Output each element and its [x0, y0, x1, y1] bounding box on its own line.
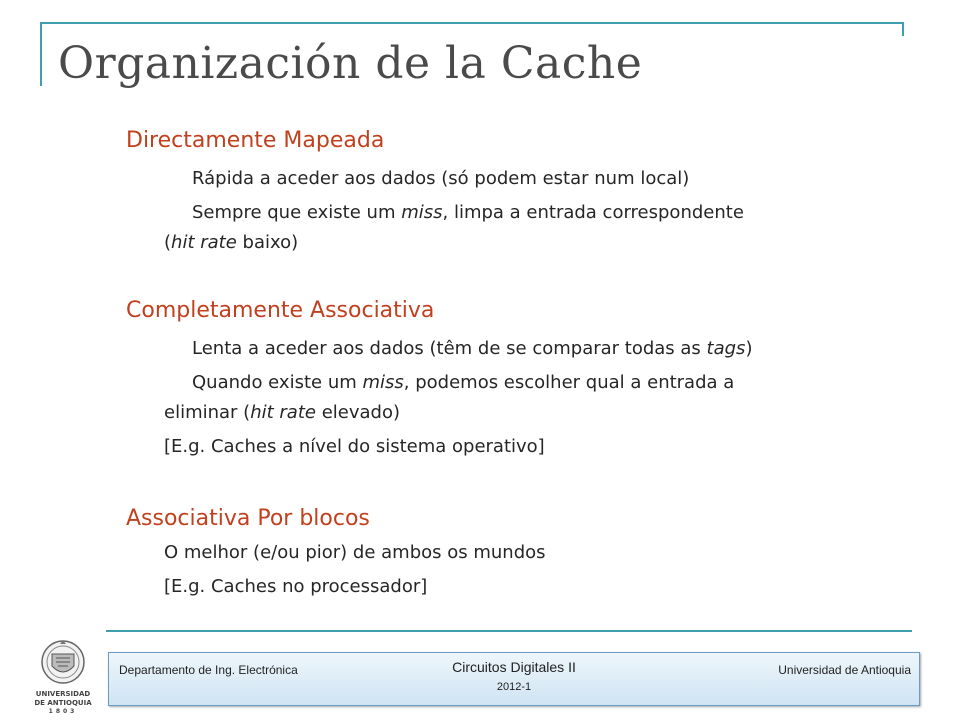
- footer-course: Circuitos Digitales II: [452, 659, 576, 675]
- italic-term: hit rate: [250, 402, 316, 423]
- text-segment: Lenta a aceder aos dados (têm de se comparar todas as: [192, 338, 707, 359]
- text-segment: O melhor (e/ou pior) de ambos os mundos: [164, 542, 546, 563]
- bullet-line: [192, 372, 734, 393]
- logo-text-line3: 1803: [48, 708, 78, 715]
- text-segment: ): [745, 338, 753, 359]
- university-seal-icon: [30, 636, 96, 692]
- text-segment: Sempre que existe um: [192, 202, 402, 223]
- footer-department: Departamento de Ing. Electrónica: [119, 663, 298, 677]
- bullet-line: [192, 338, 752, 359]
- text-segment: eliminar (: [164, 402, 251, 423]
- footer-rule: [106, 630, 912, 632]
- footer-bar: [108, 652, 920, 706]
- text-segment: Rápida a aceder aos dados (só podem estar num local): [192, 168, 690, 189]
- university-logo: [30, 636, 96, 718]
- text-segment: elevado): [315, 402, 400, 423]
- text-segment: baixo): [236, 232, 299, 253]
- bullet-line-continued: [164, 402, 400, 423]
- footer-semester: 2012-1: [496, 681, 532, 693]
- logo-text-line1: UNIVERSIDAD: [35, 690, 91, 698]
- heading-completamente-associativa: Completamente Associativa: [126, 298, 435, 323]
- bullet-line: [164, 436, 545, 457]
- bullet-line: [192, 202, 744, 223]
- bullet-line: [192, 168, 689, 189]
- footer-university: Universidad de Antioquia: [778, 663, 911, 677]
- heading-associativa-por-blocos: Associativa Por blocos: [126, 506, 370, 531]
- italic-term: hit rate: [171, 232, 237, 253]
- italic-term: miss: [401, 202, 443, 223]
- text-segment: (: [164, 232, 172, 253]
- text-segment: , limpa a entrada correspondente: [442, 202, 744, 223]
- text-segment: [E.g. Caches no processador]: [164, 576, 428, 597]
- bullet-line: [164, 542, 546, 563]
- italic-term: tags: [706, 338, 746, 359]
- bullet-line-continued: [164, 232, 298, 253]
- heading-directamente-mapeada: Directamente Mapeada: [126, 128, 385, 153]
- bullet-line: [164, 576, 427, 597]
- text-segment: Quando existe um: [192, 372, 363, 393]
- italic-term: miss: [362, 372, 404, 393]
- text-segment: , podemos escolher qual a entrada a: [403, 372, 735, 393]
- text-segment: [E.g. Caches a nível do sistema operativo]: [164, 436, 545, 457]
- logo-text-line2: DE ANTIOQUIA: [34, 699, 92, 707]
- slide-title: Organización de la Cache: [58, 38, 643, 89]
